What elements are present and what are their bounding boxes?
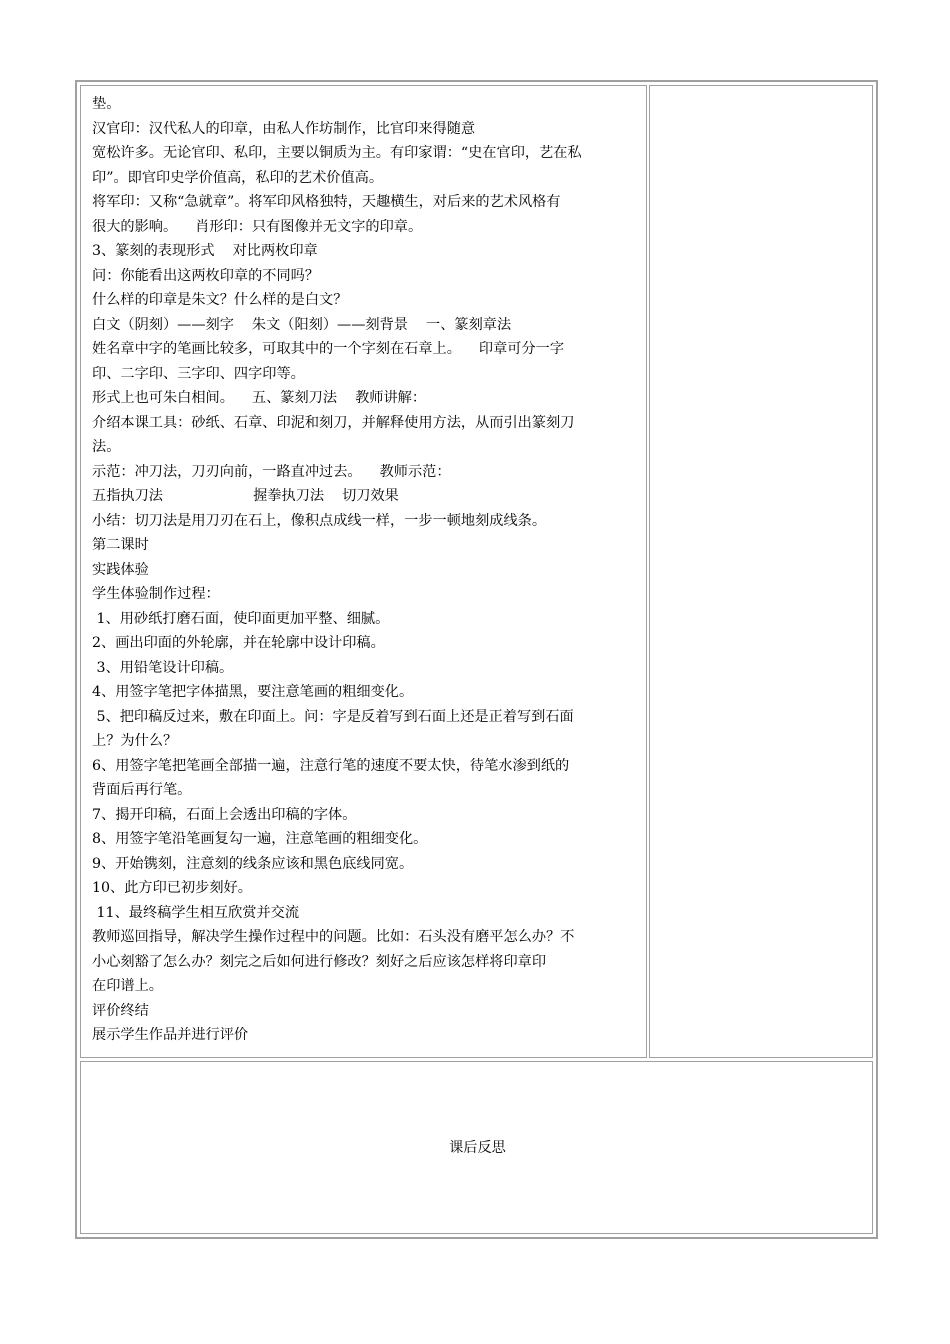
content-line: 介绍本课工具：砂纸、石章、印泥和刻刀，并解释使用方法，从而引出篆刻刀 — [92, 414, 575, 431]
content-line: 很大的影响。 肖形印：只有图像并无文字的印章。 — [92, 218, 423, 235]
content-line: 宽松许多。无论官印、私印，主要以铜质为主。有印家谓：“史在官印，艺在私 — [92, 145, 582, 161]
content-line: 展示学生作品并进行评价 — [92, 1027, 249, 1043]
content-line: 在印谱上。 — [92, 978, 163, 994]
content-line: 实践体验 — [92, 561, 149, 578]
content-line: 10、此方印已初步刻好。 — [92, 880, 252, 896]
content-line: 姓名章中字的笔画比较多，可取其中的一个字刻在石章上。 印章可分一字 — [92, 341, 565, 357]
content-line: 上？为什么？ — [92, 733, 178, 749]
content-line: 7、揭开印稿，石面上会透出印稿的字体。 — [92, 806, 357, 823]
content-line: 小心刻豁了怎么办？刻完之后如何进行修改？刻好之后应该怎样将印章印 — [92, 953, 547, 970]
content-line: 6、用签字笔把笔画全部描一遍，注意行笔的速度不要太快，待笔水渗到纸的 — [92, 757, 570, 774]
content-line: 1、用砂纸打磨石面，使印面更加平整、细腻。 — [92, 610, 390, 627]
content-line: 3、篆刻的表现形式 对比两枚印章 — [92, 243, 318, 259]
content-line: 印、二字印、三字印、四字印等。 — [92, 365, 305, 382]
content-line: 9、开始镌刻，注意刻的线条应该和黑色底线同宽。 — [92, 855, 414, 872]
content-line: 学生体验制作过程： — [92, 586, 220, 602]
content-line: 汉官印：汉代私人的印章，由私人作坊制作，比官印来得随意 — [92, 120, 476, 137]
content-line: 垫。 — [92, 96, 121, 112]
content-line: 第二课时 — [92, 537, 149, 553]
content-line: 示范：冲刀法，刀刃向前，一路直冲过去。 教师示范： — [92, 463, 451, 480]
content-line: 8、用签字笔沿笔画复勾一遍，注意笔画的粗细变化。 — [92, 831, 428, 847]
content-line: 背面后再行笔。 — [92, 782, 192, 798]
content-line: 法。 — [92, 439, 121, 455]
content-line: 问：你能看出这两枚印章的不同吗？ — [92, 267, 320, 284]
content-line: 形式上也可朱白相间。 五、篆刻刀法 教师讲解： — [92, 390, 427, 406]
notes-cell — [649, 85, 873, 1058]
content-line: 什么样的印章是朱文？什么样的是白文？ — [92, 292, 348, 308]
content-line: 4、用签字笔把字体描黑，要注意笔画的粗细变化。 — [92, 684, 414, 700]
lesson-plan-table — [75, 80, 878, 1239]
content-line: 小结：切刀法是用刀刃在石上，像积点成线一样，一步一顿地刻成线条。 — [92, 512, 547, 529]
content-line: 教师巡回指导，解决学生操作过程中的问题。比如：石头没有磨平怎么办？不 — [92, 929, 575, 945]
reflection-cell — [80, 1061, 873, 1234]
content-line: 3、用铅笔设计印稿。 — [92, 659, 234, 676]
content-line: 评价终结 — [92, 1002, 149, 1019]
lesson-content-cell — [80, 85, 647, 1058]
content-line: 印”。即官印史学价值高，私印的艺术价值高。 — [92, 169, 384, 186]
reflection-label: 课后反思 — [449, 1140, 506, 1156]
content-line: 将军印：又称“急就章”。将军印风格独特，天趣横生，对后来的艺术风格有 — [92, 194, 561, 210]
content-line: 11、最终稿学生相互欣赏并交流 — [92, 904, 300, 921]
content-line: 5、把印稿反过来，敷在印面上。问：字是反着写到石面上还是正着写到石面 — [92, 708, 574, 725]
content-line: 2、画出印面的外轮廓，并在轮廓中设计印稿。 — [92, 635, 385, 651]
lesson-content — [92, 92, 642, 1048]
content-line: 白文（阴刻）——刻字 朱文（阳刻）——刻背景 一、篆刻章法 — [92, 316, 512, 333]
content-line: 五指执刀法 握拳执刀法 切刀效果 — [92, 488, 399, 504]
